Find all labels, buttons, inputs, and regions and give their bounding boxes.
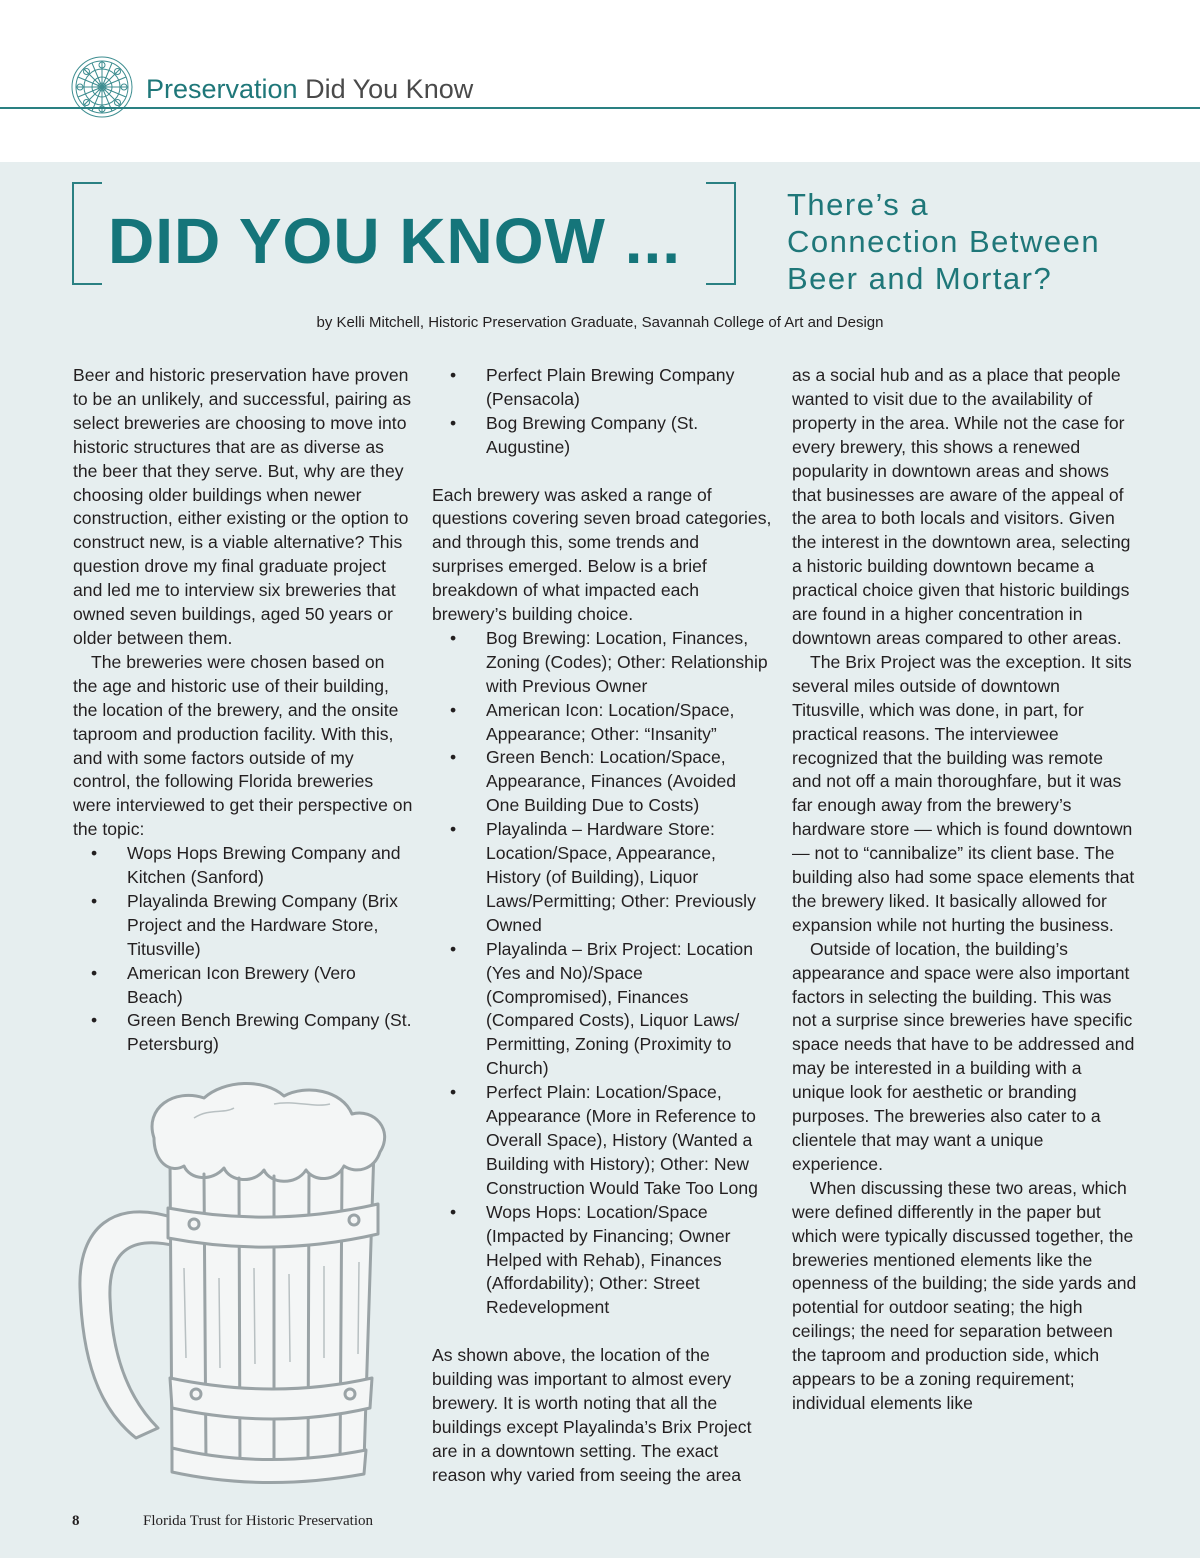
list-item bbox=[73, 842, 413, 890]
brewery-list-continued bbox=[432, 364, 772, 460]
list-item-text: American Icon Brewery (Vero Beach) bbox=[127, 962, 356, 1007]
bullet: • bbox=[450, 699, 457, 720]
list-item-text: Wops Hops: Location/Space (Impacted by Financing; Owner Helped with Rehab), Finances (Affordability); Other: Street Redevelopment bbox=[486, 1201, 731, 1318]
bullet: • bbox=[450, 1082, 457, 1103]
list-item-text: Wops Hops Brewing Company and Kitchen (Sanford) bbox=[127, 843, 401, 888]
paragraph: When discussing these two areas, which were defined differently in the paper but which were typically discussed together, the breweries mentioned elements like the openness of the building; the side yards and potential for outdoor seating; the high ceilings; the need for separation between the taproom and production side, which appears to be a zoning requirement; individual elements like bbox=[792, 1177, 1137, 1413]
section-title-first: Preservation bbox=[146, 74, 298, 104]
list-item-text: American Icon: Location/Space, Appearance; Other: “Insanity” bbox=[486, 699, 735, 744]
rosette-icon bbox=[70, 55, 134, 119]
bullet: • bbox=[450, 819, 457, 840]
article-subtitle bbox=[787, 186, 1187, 297]
list-item bbox=[432, 818, 772, 938]
list-item bbox=[432, 1081, 772, 1201]
list-item-text: Playalinda – Brix Project: Location (Yes and No)/Space (Compromised), Finances (Compared Costs), Liquor Laws/ Permitting, Zoning (Proximity to Church) bbox=[486, 938, 753, 1079]
list-item bbox=[73, 890, 413, 962]
list-item-text: Green Bench Brewing Company (St. Petersburg) bbox=[127, 1010, 412, 1055]
bullet: • bbox=[450, 938, 457, 959]
page-number: 8 bbox=[72, 1513, 80, 1529]
paragraph: Each brewery was asked a range of questions covering seven broad categories, and through this, some trends and surprises emerged. Below is a brief breakdown of what impacted each brewery’s building choice. bbox=[432, 484, 772, 625]
title-bracket-left bbox=[72, 182, 102, 285]
list-item-text: Perfect Plain: Location/Space, Appearance (More in Reference to Overall Space), History (Wanted a Building with History); Other: New Construction Would Take Too Long bbox=[486, 1082, 758, 1198]
list-item bbox=[432, 746, 772, 818]
paragraph: Outside of location, the building’s appearance and space were also important factors in selecting the building. This was not a surprise since breweries have specific space needs that have to be addressed and may be interested in a building with a unique look for aesthetic or branding purposes. The breweries also cater to a clientele that may want a unique experience. bbox=[792, 938, 1135, 1174]
section-title bbox=[146, 72, 473, 106]
paragraph: as a social hub and as a place that people wanted to visit due to the availability of property in the area. While not the case for every brewery, this shows a renewed popularity in downtown areas and shows that businesses are aware of the appeal of the area to both locals and visitors. Given the interest in the downtown area, selecting a historic building downtown became a practical choice given that historic buildings are found in a higher concentration in downtown areas compared to other areas. bbox=[792, 365, 1131, 648]
bullet: • bbox=[450, 1201, 457, 1222]
paragraph: The breweries were chosen based on the age and historic use of their building, the location of the brewery, and the onsite taproom and production facility. With this, and with some factors outside of my control, the following Florida breweries were interviewed to get their perspective on the topic: bbox=[73, 651, 413, 840]
paragraph: As shown above, the location of the building was important to almost every brewery. It is worth noting that all the buildings except Playalinda’s Brix Project are in a downtown setting. The exact reason why varied from seeing the area bbox=[432, 1345, 752, 1485]
page-header bbox=[0, 0, 1200, 162]
article-title: DID YOU KNOW ... bbox=[108, 205, 682, 277]
list-item bbox=[73, 1009, 413, 1057]
title-bracket-right bbox=[706, 182, 736, 285]
section-title-second: Did You Know bbox=[305, 74, 474, 104]
paragraph: The Brix Project was the exception. It sits several miles outside of downtown Titusville, which was done, in part, for practical reasons. The interviewee recognized that the building was remote and not off a main thoroughfare, but it was far enough away from the brewery’s hardware store — which is found downtown — not to “cannibalize” its client base. The building also had some space elements that the brewery liked. It basically allowed for expansion while not hurting the business. bbox=[792, 651, 1135, 935]
list-item-text: Green Bench: Location/Space, Appearance, Finances (Avoided One Building Due to Costs) bbox=[486, 747, 737, 816]
bullet: • bbox=[450, 412, 457, 433]
subtitle-line: Beer and Mortar? bbox=[787, 261, 1053, 296]
column-3 bbox=[792, 364, 1137, 1416]
bullet: • bbox=[450, 627, 457, 648]
header-divider bbox=[0, 107, 1200, 109]
beer-mug-icon bbox=[74, 1078, 410, 1488]
column-1 bbox=[73, 364, 413, 1057]
bullet: • bbox=[91, 890, 98, 911]
subtitle-line: Connection Between bbox=[787, 224, 1101, 259]
factor-list bbox=[432, 627, 772, 1320]
list-item bbox=[432, 1201, 772, 1321]
subtitle-line: There’s a bbox=[787, 187, 930, 222]
brewery-list bbox=[73, 842, 413, 1057]
list-item-text: Bog Brewing: Location, Finances, Zoning (Codes); Other: Relationship with Previous Owner bbox=[486, 627, 768, 696]
bullet: • bbox=[91, 1010, 98, 1031]
list-item-text: Bog Brewing Company (St. Augustine) bbox=[486, 412, 699, 457]
byline: by Kelli Mitchell, Historic Preservation Graduate, Savannah College of Art and Design bbox=[316, 314, 884, 331]
list-item bbox=[432, 699, 772, 747]
column-2 bbox=[432, 364, 772, 1488]
list-item-text: Playalinda Brewing Company (Brix Project and the Hardware Store, Titusville) bbox=[127, 890, 398, 959]
publication-name: Florida Trust for Historic Preservation bbox=[143, 1513, 373, 1529]
list-item bbox=[73, 962, 413, 1010]
list-item-text: Perfect Plain Brewing Company (Pensacola) bbox=[486, 365, 735, 409]
list-item bbox=[432, 938, 772, 1081]
bullet: • bbox=[450, 747, 457, 768]
list-item bbox=[432, 627, 772, 699]
list-item-text: Playalinda – Hardware Store: Location/Space, Appearance, History (of Building), Liquor Laws/Permitting; Other: Previously Owned bbox=[486, 819, 756, 935]
paragraph: Beer and historic preservation have proven to be an unlikely, and successful, pairing as select breweries are choosing to move into historic structures that are as diverse as the beer that they serve. But, why are they choosing older buildings when newer construction, either existing or the option to construct new, is a viable alternative? This question drove my final graduate project and led me to interview six breweries that owned seven buildings, aged 50 years or older between them. bbox=[73, 365, 412, 648]
bullet: • bbox=[91, 843, 98, 864]
bullet: • bbox=[91, 962, 98, 983]
list-item bbox=[432, 412, 772, 460]
list-item bbox=[432, 364, 772, 412]
bullet: • bbox=[450, 365, 457, 385]
